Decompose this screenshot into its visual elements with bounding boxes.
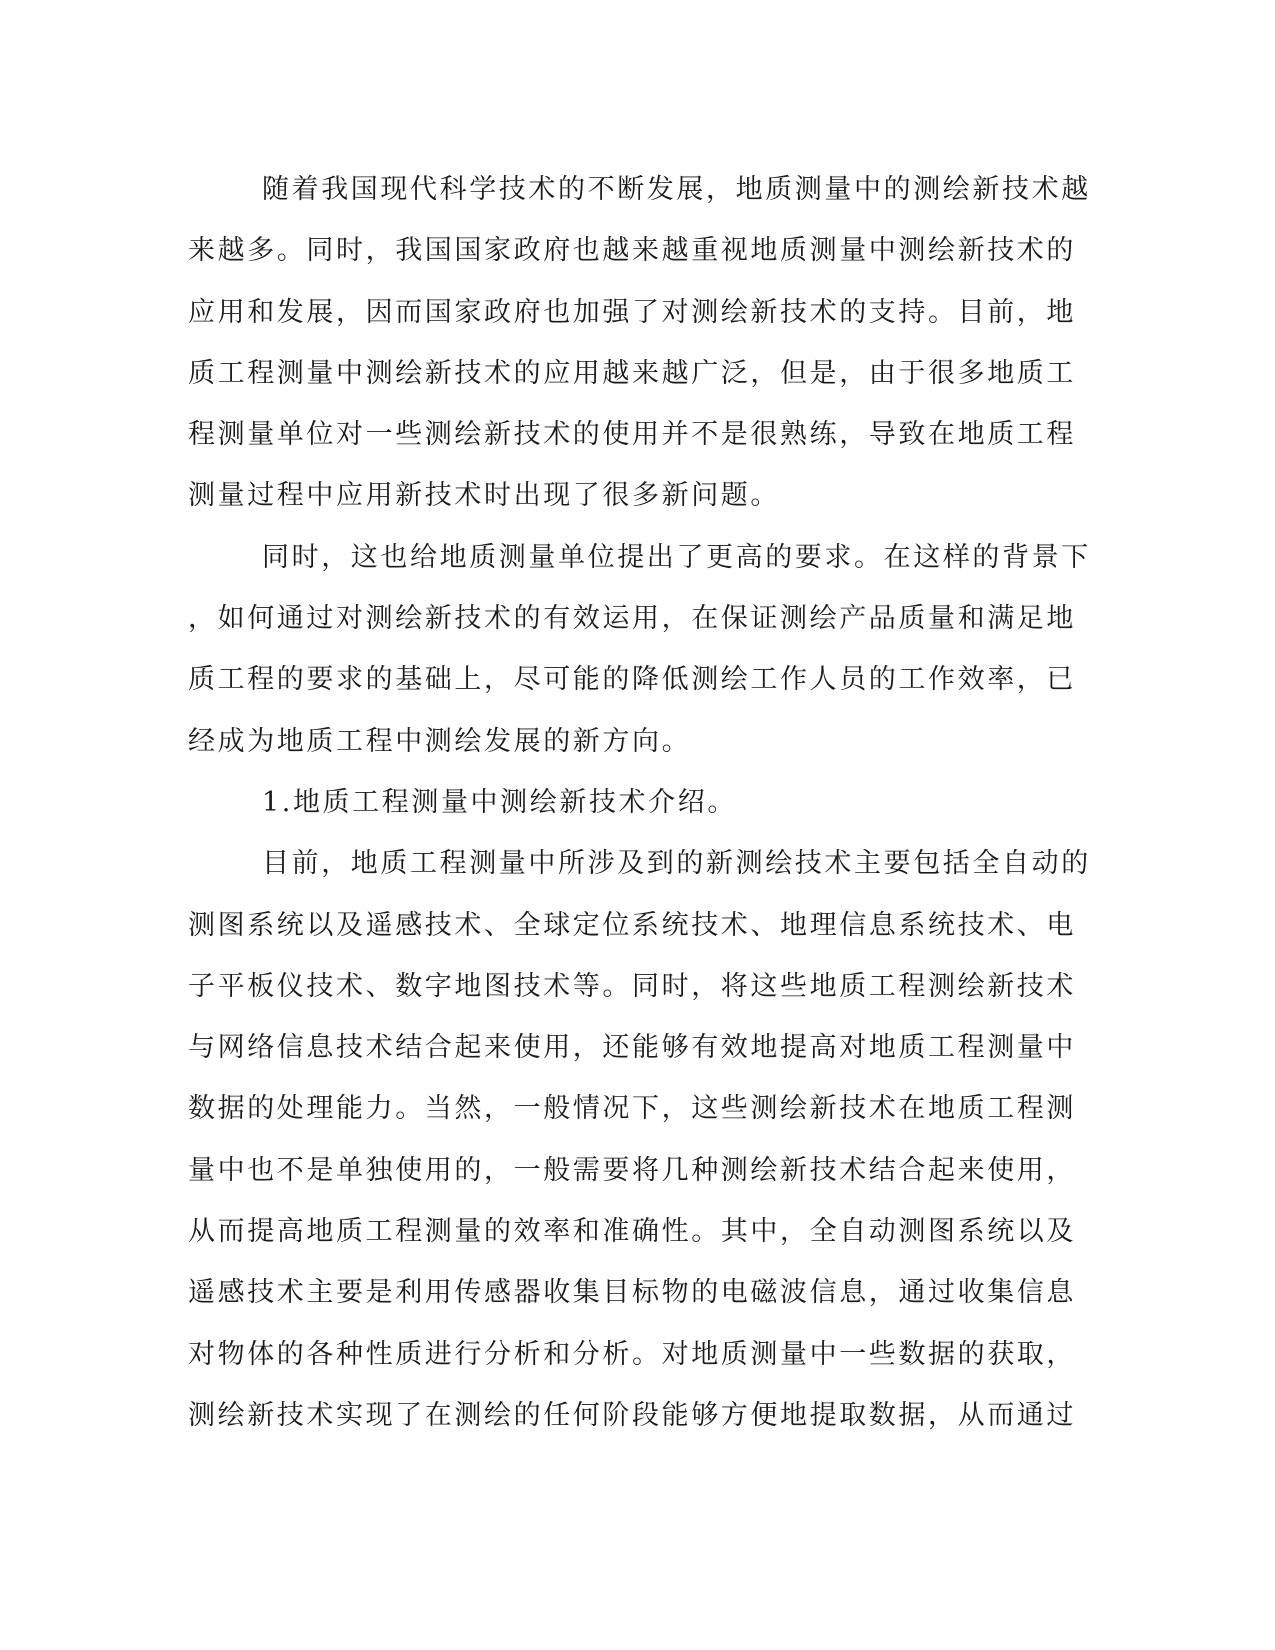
paragraph-3-line-1: 目前，地质工程测量中所涉及到的新测绘技术主要包括全自动的 xyxy=(262,848,1091,880)
paragraph-3-line-3: 子平板仪技术、数字地图技术等。同时，将这些地质工程测绘新技术 xyxy=(188,970,1076,1002)
paragraph-3-line-7: 从而提高地质工程测量的效率和准确性。其中，全自动测图系统以及 xyxy=(188,1216,1076,1248)
paragraph-3-line-4: 与网络信息技术结合起来使用，还能够有效地提高对地质工程测量中 xyxy=(188,1032,1076,1064)
body-text xyxy=(188,159,1091,1446)
paragraph-1-line-1: 随着我国现代科学技术的不断发展，地质测量中的测绘新技术越 xyxy=(262,174,1091,205)
paragraph-3-line-5: 数据的处理能力。当然，一般情况下，这些测绘新技术在地质工程测 xyxy=(188,1093,1076,1125)
paragraph-2-line-4: 经成为地质工程中测绘发展的新方向。 xyxy=(188,725,692,757)
paragraph-1-line-3: 应用和发展，因而国家政府也加强了对测绘新技术的支持。目前，地 xyxy=(188,296,1076,328)
paragraph-3-line-8: 遥感技术主要是利用传感器收集目标物的电磁波信息，通过收集信息 xyxy=(188,1277,1076,1309)
paragraph-1-line-2: 来越多。同时，我国国家政府也越来越重视地质测量中测绘新技术的 xyxy=(188,235,1076,267)
paragraph-1-line-5: 程测量单位对一些测绘新技术的使用并不是很熟练，导致在地质工程 xyxy=(188,419,1076,451)
paragraph-2-line-2: ，如何通过对测绘新技术的有效运用，在保证测绘产品质量和满足地 xyxy=(188,603,1076,635)
paragraph-3-line-2: 测图系统以及遥感技术、全球定位系统技术、地理信息系统技术、电 xyxy=(188,909,1076,941)
paragraph-3-line-6: 量中也不是单独使用的，一般需要将几种测绘新技术结合起来使用， xyxy=(188,1154,1076,1186)
paragraph-1-line-4: 质工程测量中测绘新技术的应用越来越广泛，但是，由于很多地质工 xyxy=(188,357,1076,389)
paragraph-2-line-1: 同时，这也给地质测量单位提出了更高的要求。在这样的背景下 xyxy=(262,541,1091,573)
paragraph-3-line-9: 对物体的各种性质进行分析和分析。对地质测量中一些数据的获取， xyxy=(188,1338,1076,1370)
paragraph-3-line-10: 测绘新技术实现了在测绘的任何阶段能够方便地提取数据，从而通过 xyxy=(188,1399,1076,1431)
section-heading: 1.地质工程测量中测绘新技术介绍。 xyxy=(262,786,737,818)
paragraph-1-line-6: 测量过程中应用新技术时出现了很多新问题。 xyxy=(188,480,780,512)
paragraph-2-line-3: 质工程的要求的基础上，尽可能的降低测绘工作人员的工作效率，已 xyxy=(188,664,1076,696)
